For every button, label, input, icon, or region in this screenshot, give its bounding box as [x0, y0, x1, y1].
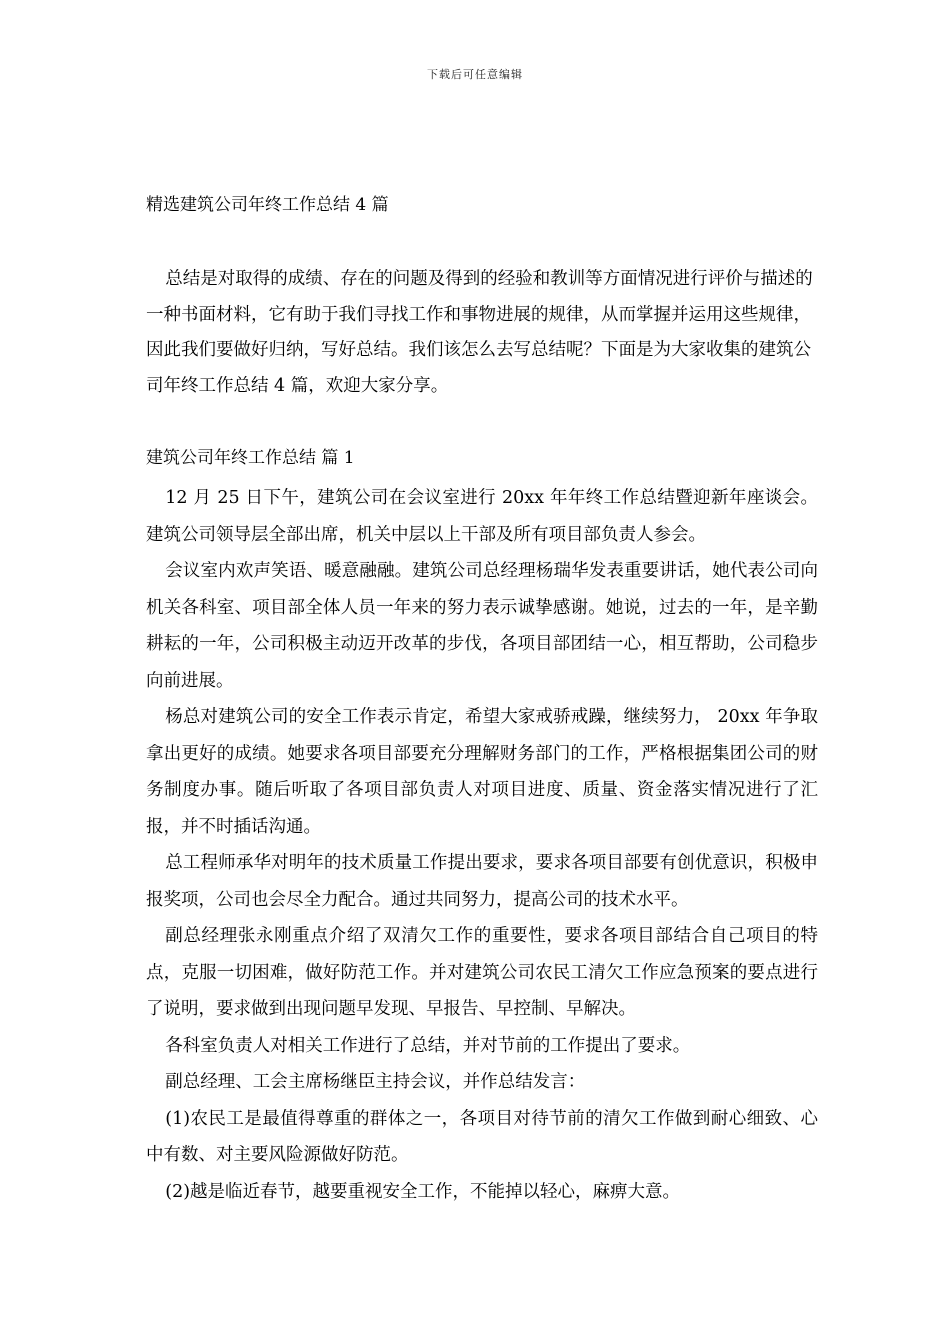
list-item-1: (1)农民工是最值得尊重的群体之一，各项目对待节前的清欠工作做到耐心细致、心中有数、对主要风险源做好防范。 — [146, 1108, 818, 1165]
document-title: 精选建筑公司年终工作总结 4 篇 — [146, 195, 389, 215]
list-item-2: (2)越是临近春节，越要重视安全工作，不能掉以轻心，麻痹大意。 — [165, 1181, 681, 1202]
body-paragraph: 12 月 25 日下午，建筑公司在会议室进行 20xx 年年终工作总结暨迎新年座谈会。建筑公司领导层全部出席，机关中层以上干部及所有项目部负责人参会。 — [146, 488, 818, 545]
intro-paragraph: 总结是对取得的成绩、存在的问题及得到的经验和教训等方面情况进行评价与描述的一种书面材料，它有助于我们寻找工作和事物进展的规律，从而掌握并运用这些规律，因此我们要做好归纳，写好总结。我们该怎么去写总结呢？下面是为大家收集的建筑公司年终工作总结 4 篇，欢迎大家分享。 — [146, 269, 813, 396]
body-paragraph: 总工程师承华对明年的技术质量工作提出要求，要求各项目部要有创优意识，积极申报奖项，公司也会尽全力配合。通过共同努力，提高公司的技术水平。 — [146, 853, 818, 910]
page-header-note: 下载后可任意编辑 — [427, 68, 523, 81]
section-heading: 建筑公司年终工作总结 篇 1 — [146, 448, 355, 468]
document-body — [146, 480, 818, 1210]
body-paragraph: 副总经理张永刚重点介绍了双清欠工作的重要性，要求各项目部结合自己项目的特点，克服一切困难，做好防范工作。并对建筑公司农民工清欠工作应急预案的要点进行了说明，要求做到出现问题早发现、早报告、早控制、早解决。 — [146, 926, 818, 1019]
body-paragraph: 副总经理、工会主席杨继臣主持会议，并作总结发言： — [165, 1072, 586, 1092]
body-paragraph: 会议室内欢声笑语、暖意融融。建筑公司总经理杨瑞华发表重要讲话，她代表公司向机关各科室、项目部全体人员一年来的努力表示诚挚感谢。她说，过去的一年，是辛勤耕耘的一年，公司积极主动迈开改革的步伐，各项目部团结一心，相互帮助，公司稳步向前进展。 — [146, 561, 818, 691]
body-paragraph: 各科室负责人对相关工作进行了总结，并对节前的工作提出了要求。 — [165, 1035, 691, 1056]
body-paragraph: 杨总对建筑公司的安全工作表示肯定，希望大家戒骄戒躁，继续努力， 20xx 年争取拿出更好的成绩。她要求各项目部要充分理解财务部门的工作，严格根据集团公司的财务制度办事。随后听取了各项目部负责人对项目进度、质量、资金落实情况进行了汇报，并不时插话沟通。 — [146, 707, 818, 837]
